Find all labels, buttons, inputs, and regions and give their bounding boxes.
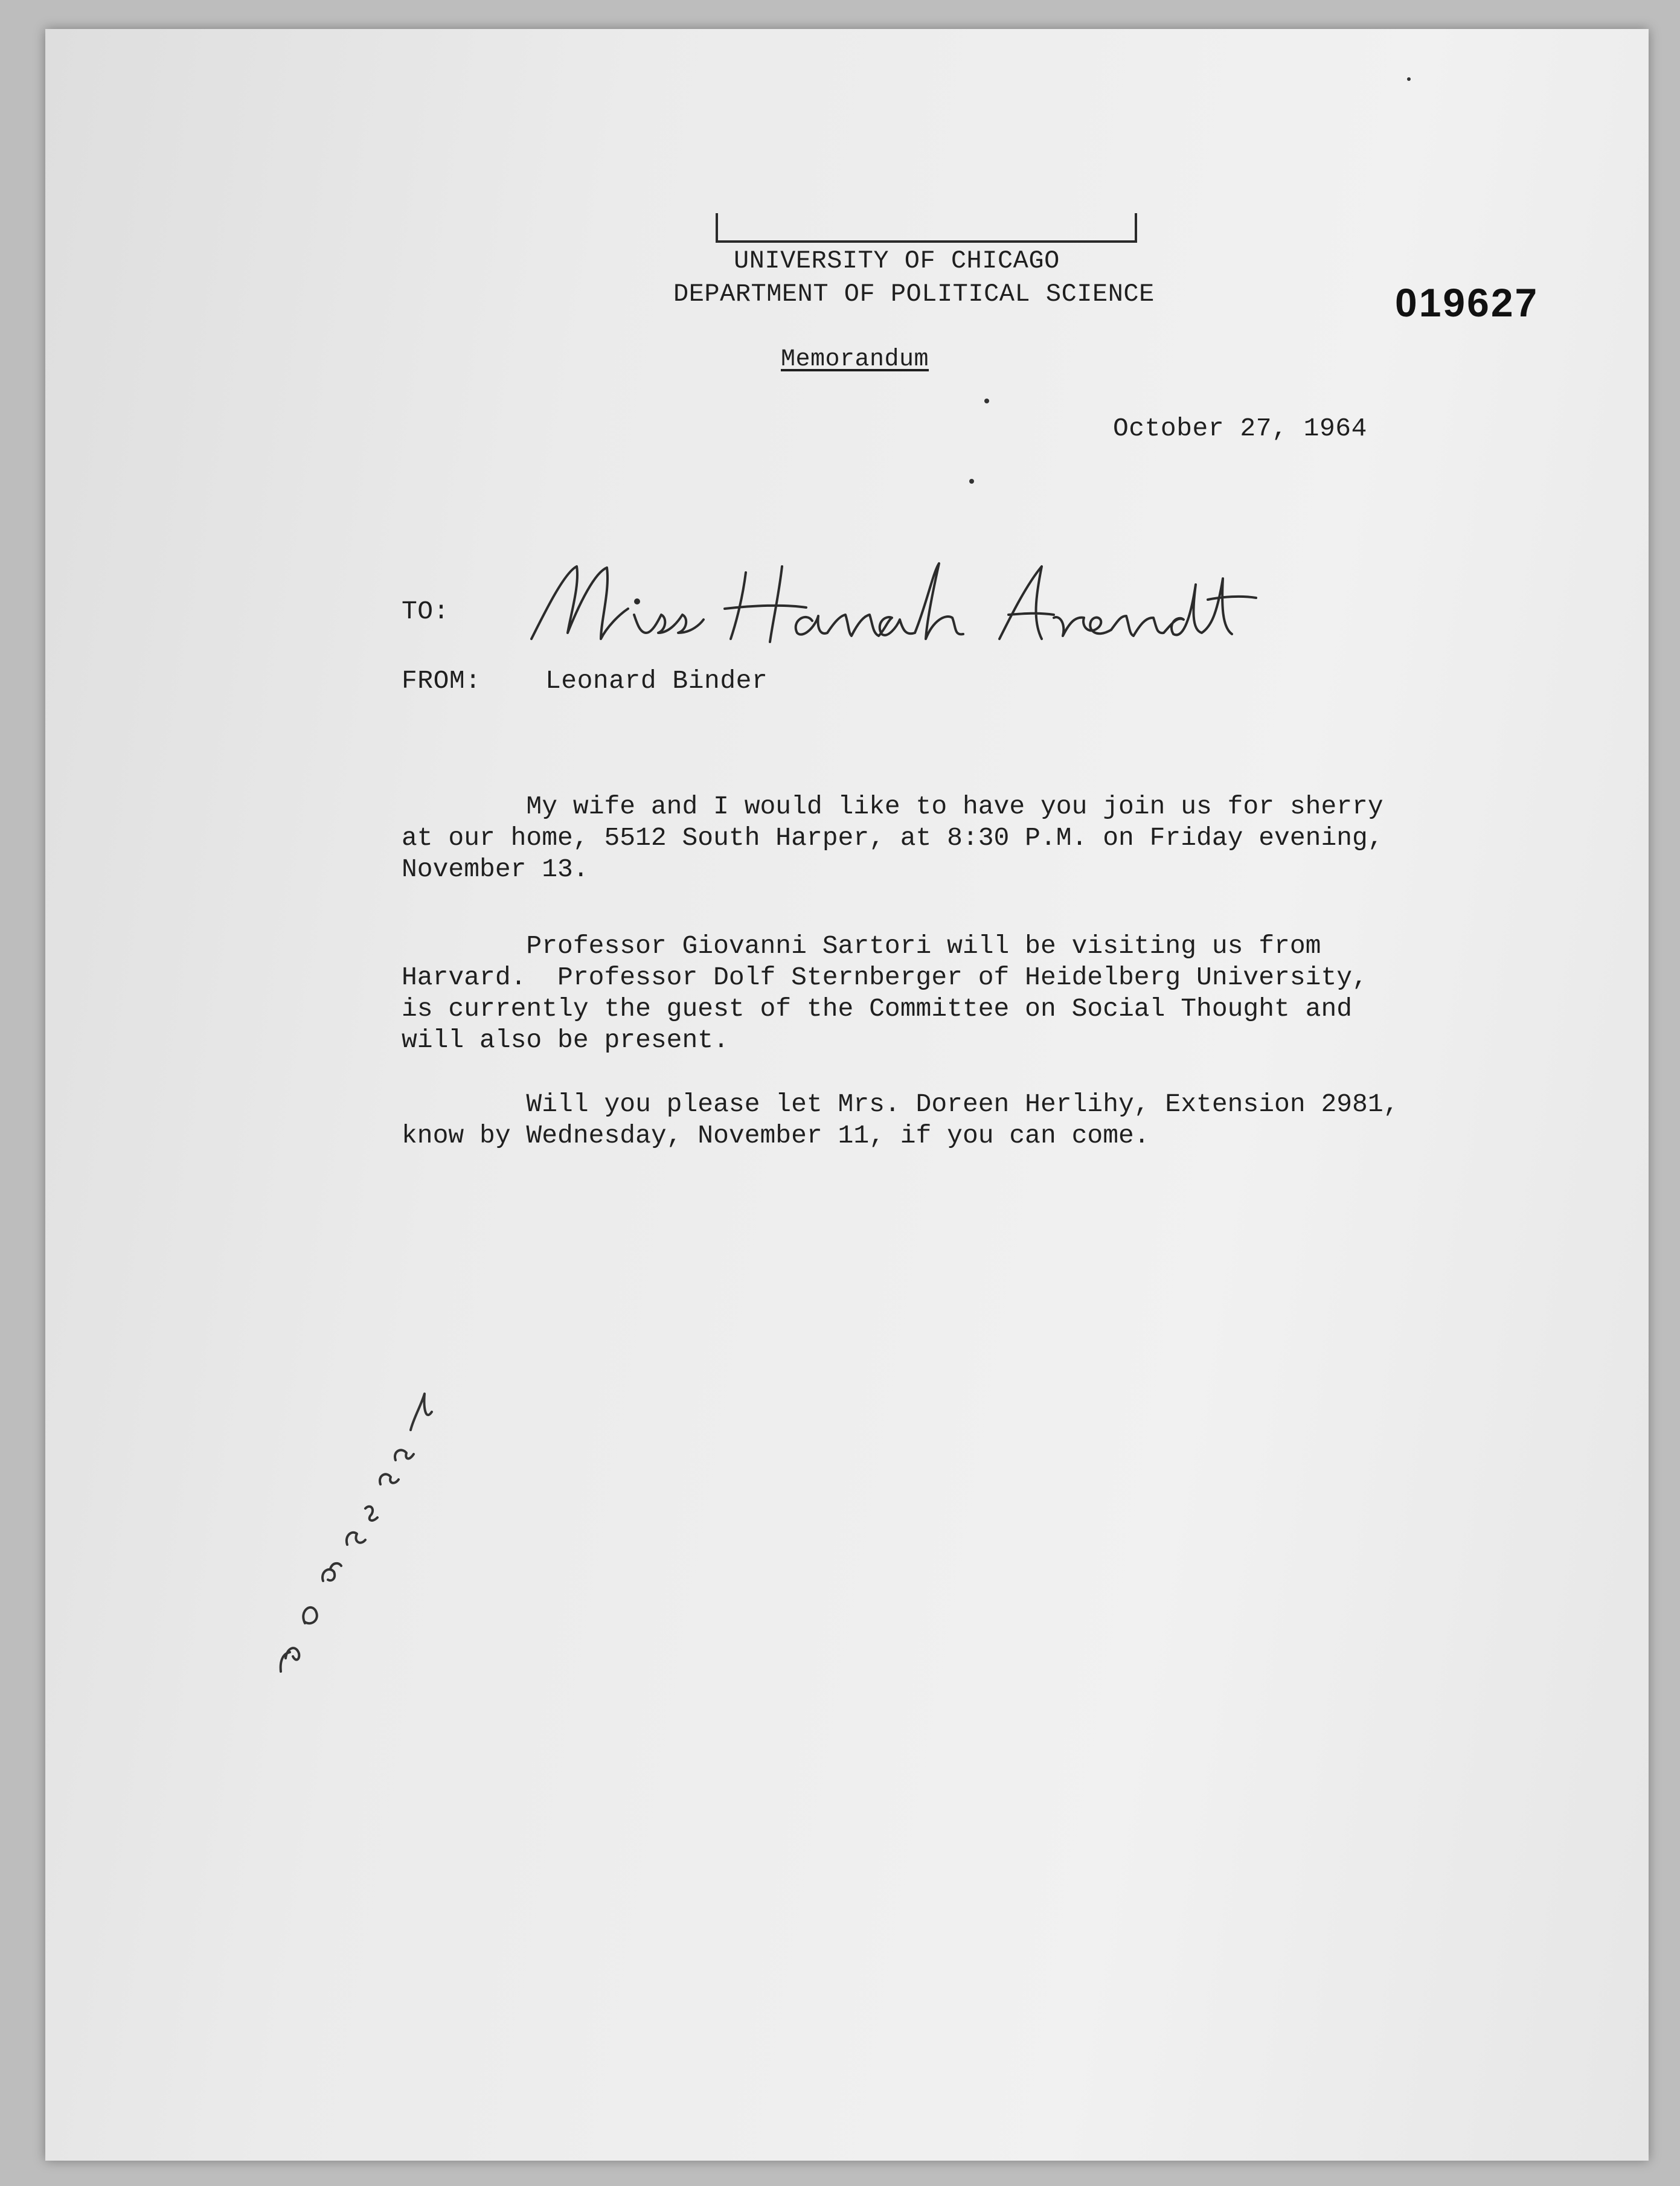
handwritten-recipient bbox=[522, 548, 1295, 657]
memo-date: October 27, 1964 bbox=[1113, 414, 1367, 443]
letterhead-bracket bbox=[716, 213, 1137, 243]
paper-speck bbox=[1407, 77, 1411, 81]
from-label: FROM: bbox=[402, 666, 481, 696]
handwritten-margin-note bbox=[263, 1370, 456, 1684]
from-value: Leonard Binder bbox=[545, 666, 768, 696]
memo-page bbox=[45, 29, 1649, 2161]
letterhead-institution: UNIVERSITY OF CHICAGO bbox=[734, 246, 1060, 275]
paper-speck bbox=[984, 399, 989, 403]
to-label: TO: bbox=[402, 597, 449, 626]
body-paragraph-1: My wife and I would like to have you join us for sherry at our home, 5512 South Harper, at 8:30 P.M. on Friday evening, November 13. bbox=[402, 792, 1383, 884]
body-paragraph-2: Professor Giovanni Sartori will be visiting us from Harvard. Professor Dolf Sternberger of Heidelberg University, is currently the guest of the Committee on Social Thought and will also be present. bbox=[402, 931, 1368, 1055]
body-paragraph-3: Will you please let Mrs. Doreen Herlihy, Extension 2981, know by Wednesday, November 11, if you can come. bbox=[402, 1089, 1399, 1150]
document-number-stamp: 019627 bbox=[1395, 280, 1539, 325]
document-type-heading: Memorandum bbox=[781, 346, 929, 373]
letterhead-department: DEPARTMENT OF POLITICAL SCIENCE bbox=[673, 280, 1155, 309]
paper-speck bbox=[969, 479, 974, 484]
